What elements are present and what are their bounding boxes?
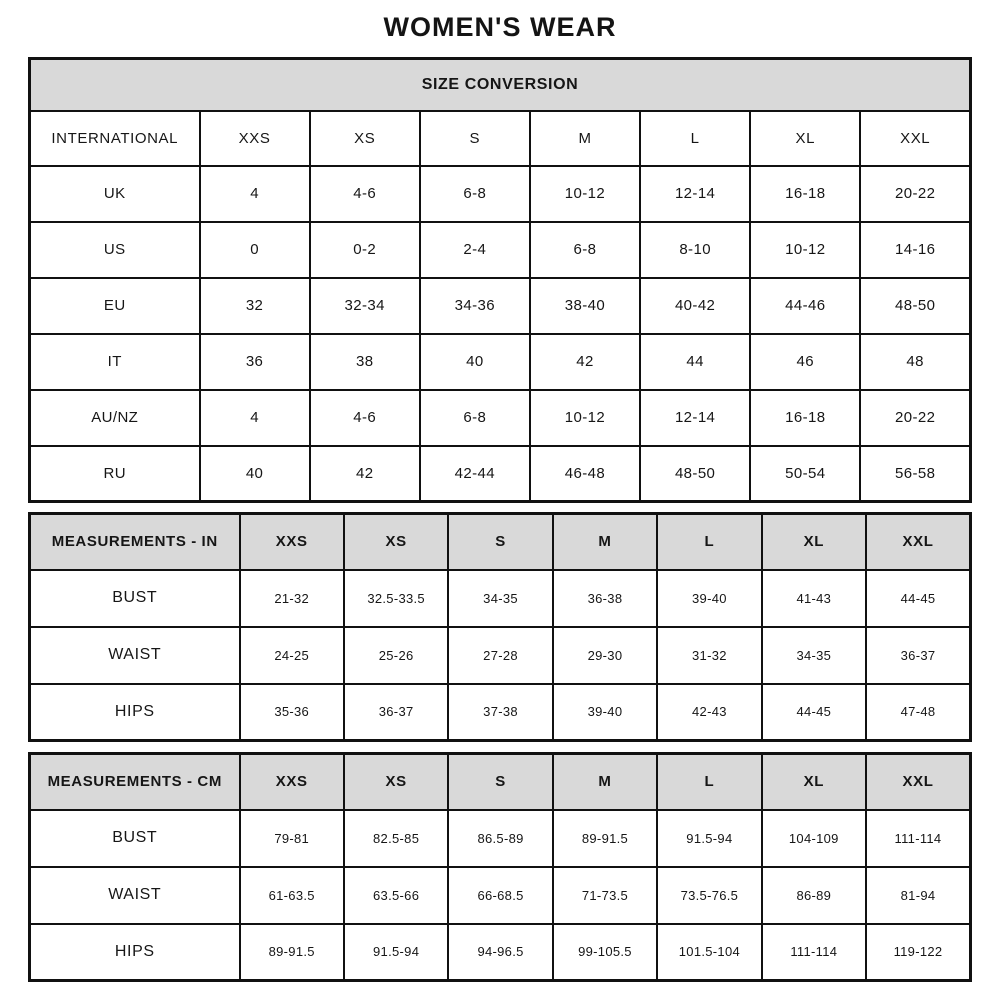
value-cell: 34-35 [762,627,866,684]
value-cell: 42 [310,446,420,502]
column-header-xl: XL [762,754,866,810]
column-header-xxl: XXL [866,754,970,810]
value-cell: 16-18 [750,166,860,222]
value-cell: 29-30 [553,627,657,684]
column-header-s: S [448,754,552,810]
value-cell: 38-40 [530,278,640,334]
column-header-xl: XL [750,111,860,166]
value-cell: 44 [640,334,750,390]
row-label-hips: HIPS [30,684,240,741]
value-cell: 32.5-33.5 [344,570,448,627]
table-row-uk [30,166,971,222]
value-cell: 41-43 [762,570,866,627]
row-label-hips: HIPS [30,924,240,981]
value-cell: 48-50 [640,446,750,502]
value-cell: 40 [200,446,310,502]
table-row-hips [30,684,971,741]
value-cell: 36-37 [344,684,448,741]
value-cell: 46 [750,334,860,390]
value-cell: 94-96.5 [448,924,552,981]
column-header-xxs: XXS [200,111,310,166]
size_conversion-banner-row [30,59,971,111]
value-cell: 39-40 [657,570,761,627]
table-row-waist [30,627,971,684]
table-row-bust [30,570,971,627]
value-cell: 6-8 [530,222,640,278]
table-row-eu [30,278,971,334]
value-cell: 37-38 [448,684,552,741]
value-cell: 20-22 [860,390,970,446]
value-cell: 50-54 [750,446,860,502]
value-cell: 89-91.5 [240,924,344,981]
value-cell: 89-91.5 [553,810,657,867]
value-cell: 119-122 [866,924,970,981]
value-cell: 20-22 [860,166,970,222]
value-cell: 71-73.5 [553,867,657,924]
column-header-xs: XS [344,754,448,810]
value-cell: 44-45 [762,684,866,741]
value-cell: 36 [200,334,310,390]
measurements_cm-header-row [30,754,971,810]
measurements_cm-title: MEASUREMENTS - CM [30,754,240,810]
row-label-us: US [30,222,200,278]
value-cell: 46-48 [530,446,640,502]
table-row-au-nz [30,390,971,446]
value-cell: 47-48 [866,684,970,741]
value-cell: 10-12 [530,390,640,446]
column-header-xs: XS [310,111,420,166]
table-row-bust [30,810,971,867]
row-label-eu: EU [30,278,200,334]
value-cell: 6-8 [420,166,530,222]
row-label-it: IT [30,334,200,390]
value-cell: 31-32 [657,627,761,684]
value-cell: 10-12 [530,166,640,222]
value-cell: 40 [420,334,530,390]
column-header-l: L [657,514,761,570]
value-cell: 39-40 [553,684,657,741]
table-row-us [30,222,971,278]
value-cell: 16-18 [750,390,860,446]
value-cell: 32-34 [310,278,420,334]
value-cell: 63.5-66 [344,867,448,924]
value-cell: 104-109 [762,810,866,867]
value-cell: 86-89 [762,867,866,924]
value-cell: 99-105.5 [553,924,657,981]
value-cell: 111-114 [762,924,866,981]
column-header-international: INTERNATIONAL [30,111,200,166]
value-cell: 21-32 [240,570,344,627]
value-cell: 32 [200,278,310,334]
size_conversion-header-row [30,111,971,166]
column-header-xxl: XXL [860,111,970,166]
row-label-waist: WAIST [30,867,240,924]
value-cell: 73.5-76.5 [657,867,761,924]
row-label-bust: BUST [30,570,240,627]
value-cell: 36-38 [553,570,657,627]
table-row-waist [30,867,971,924]
value-cell: 40-42 [640,278,750,334]
value-cell: 0 [200,222,310,278]
value-cell: 38 [310,334,420,390]
row-label-uk: UK [30,166,200,222]
table-row-hips [30,924,971,981]
value-cell: 81-94 [866,867,970,924]
value-cell: 86.5-89 [448,810,552,867]
measurements_in-header-row [30,514,971,570]
value-cell: 36-37 [866,627,970,684]
value-cell: 27-28 [448,627,552,684]
value-cell: 91.5-94 [657,810,761,867]
measurements-cm-table [28,752,972,982]
value-cell: 42 [530,334,640,390]
value-cell: 10-12 [750,222,860,278]
column-header-l: L [657,754,761,810]
value-cell: 101.5-104 [657,924,761,981]
column-header-m: M [530,111,640,166]
size-conversion-table [28,57,972,503]
value-cell: 24-25 [240,627,344,684]
page-title: WOMEN'S WEAR [383,12,617,42]
column-header-xxs: XXS [240,514,344,570]
value-cell: 82.5-85 [344,810,448,867]
value-cell: 44-45 [866,570,970,627]
column-header-s: S [448,514,552,570]
value-cell: 79-81 [240,810,344,867]
value-cell: 66-68.5 [448,867,552,924]
value-cell: 42-43 [657,684,761,741]
value-cell: 48-50 [860,278,970,334]
row-label-bust: BUST [30,810,240,867]
value-cell: 61-63.5 [240,867,344,924]
value-cell: 42-44 [420,446,530,502]
value-cell: 48 [860,334,970,390]
value-cell: 12-14 [640,166,750,222]
value-cell: 6-8 [420,390,530,446]
measurements-in-table [28,512,972,742]
column-header-s: S [420,111,530,166]
table-row-ru [30,446,971,502]
column-header-xs: XS [344,514,448,570]
column-header-l: L [640,111,750,166]
value-cell: 34-36 [420,278,530,334]
value-cell: 2-4 [420,222,530,278]
value-cell: 4 [200,166,310,222]
value-cell: 91.5-94 [344,924,448,981]
column-header-xxs: XXS [240,754,344,810]
row-label-au-nz: AU/NZ [30,390,200,446]
value-cell: 8-10 [640,222,750,278]
column-header-xl: XL [762,514,866,570]
measurements_in-title: MEASUREMENTS - IN [30,514,240,570]
value-cell: 25-26 [344,627,448,684]
value-cell: 35-36 [240,684,344,741]
value-cell: 34-35 [448,570,552,627]
size_conversion-title: SIZE CONVERSION [30,59,971,111]
value-cell: 4-6 [310,166,420,222]
row-label-ru: RU [30,446,200,502]
value-cell: 14-16 [860,222,970,278]
value-cell: 4-6 [310,390,420,446]
column-header-xxl: XXL [866,514,970,570]
value-cell: 56-58 [860,446,970,502]
column-header-m: M [553,514,657,570]
row-label-waist: WAIST [30,627,240,684]
value-cell: 111-114 [866,810,970,867]
value-cell: 44-46 [750,278,860,334]
value-cell: 0-2 [310,222,420,278]
value-cell: 4 [200,390,310,446]
column-header-m: M [553,754,657,810]
table-row-it [30,334,971,390]
value-cell: 12-14 [640,390,750,446]
